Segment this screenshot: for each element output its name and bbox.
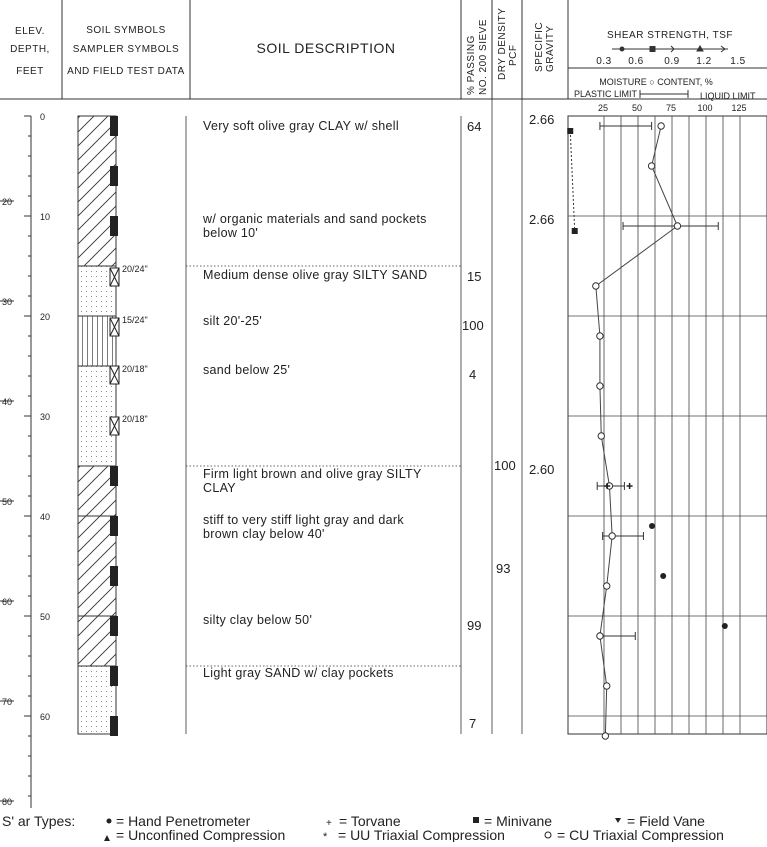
depth-label: 50 (40, 612, 51, 622)
header-elev-depth (10, 26, 50, 77)
depth-label: 20 (40, 312, 51, 322)
blow-count: 20/18" (122, 414, 148, 424)
plot-grid (568, 116, 767, 734)
elev-label: 40 (2, 397, 13, 407)
header-depth: DEPTH, (10, 44, 50, 55)
header-feet: FEET (16, 66, 44, 77)
lab-columns (492, 99, 522, 734)
moisture-point (604, 683, 610, 689)
moisture-point (674, 223, 680, 229)
legend-minivane: = Minivane (484, 813, 553, 829)
moisture-point (597, 383, 603, 389)
moisture-point (597, 633, 603, 639)
header-passing-2: NO. 200 SIEVE (478, 19, 489, 95)
moisture-points (593, 123, 681, 739)
description-line: w/ organic materials and sand pockets (203, 212, 427, 226)
elev-label: 20 (2, 197, 13, 207)
hand-penetrometer-icon (107, 819, 112, 824)
spt-sample-icon (110, 268, 119, 286)
description-line: brown clay below 40' (203, 527, 325, 541)
spt-sample-icon (110, 417, 119, 435)
header-specific-2: GRAVITY (545, 25, 556, 72)
shear-point-minivane (567, 128, 573, 134)
header-shear-strength: SHEAR STRENGTH, TSF (607, 30, 733, 41)
passing-value: 4 (469, 367, 477, 382)
shear-point-hand (722, 623, 728, 629)
shelby-tube-icon (110, 166, 118, 186)
passing-value: 15 (467, 269, 482, 284)
dry-density-value: 100 (494, 458, 516, 473)
header-soil-symbols-2: SAMPLER SYMBOLS (72, 44, 180, 55)
blow-count: 20/24" (122, 264, 148, 274)
shear-tick: 1.5 (730, 56, 746, 67)
minivane-icon (473, 817, 479, 823)
shear-point-hand (649, 523, 655, 529)
elev-label: 80 (2, 797, 13, 807)
legend-uu: = UU Triaxial Compression (338, 827, 505, 842)
shear-ticks (596, 56, 745, 67)
legend-prefix: S' ar Types: (2, 813, 76, 829)
passing-value: 100 (462, 318, 484, 333)
moisture-tick: 75 (665, 103, 677, 113)
description-line: Firm light brown and olive gray SILTY (203, 467, 422, 481)
legend-torvane: = Torvane (339, 813, 401, 829)
soil-clay (78, 116, 116, 266)
header-moisture: MOISTURE ○ CONTENT, % (599, 77, 713, 87)
header-dry-density-1: DRY DENSITY (497, 7, 508, 80)
moisture-tick: 100 (697, 103, 713, 113)
shear-tick: 0.6 (628, 56, 644, 67)
dry-density-value: 93 (496, 561, 511, 576)
header-soil-symbols-3: AND FIELD TEST DATA (67, 66, 185, 77)
moisture-point (597, 333, 603, 339)
description-line: CLAY (203, 481, 236, 495)
moisture-point (604, 583, 610, 589)
header-dry-density-2: PCF (508, 44, 519, 66)
specific-gravity-value: 2.60 (529, 462, 555, 477)
header-soil-symbols-1: SOIL SYMBOLS (86, 25, 166, 36)
header-liquid-limit: LIQUID LIMIT (700, 91, 756, 101)
dry-density-values (494, 458, 516, 576)
passing-values (462, 119, 484, 731)
shear-point-hand (660, 573, 666, 579)
shelby-tube-icon (110, 666, 118, 686)
passing-value: 99 (467, 618, 482, 633)
legend-unconfined: = Unconfined Compression (116, 827, 286, 842)
description-line: below 10' (203, 226, 259, 240)
moisture-profile-line (596, 126, 678, 736)
legend-cu: = CU Triaxial Compression (557, 827, 724, 842)
moisture-tick: 25 (597, 103, 609, 113)
moisture-point (658, 123, 664, 129)
depth-labels (40, 112, 50, 722)
moisture-point (648, 163, 654, 169)
header-elev: ELEV. (15, 26, 45, 37)
description-line: sand below 25' (203, 363, 291, 377)
moisture-ticks (598, 103, 747, 113)
blow-count: 15/24" (122, 315, 148, 325)
shear-point-minivane (572, 228, 578, 234)
depth-label: 10 (40, 212, 51, 222)
elev-label: 30 (2, 297, 13, 307)
torvane-icon: + (326, 818, 332, 829)
shelby-tube-icon (110, 716, 118, 736)
shear-tick: 0.3 (596, 56, 612, 67)
depth-label: 40 (40, 512, 51, 522)
specific-gravity-value: 2.66 (529, 212, 555, 227)
depth-label: 0 (40, 112, 46, 122)
depth-label: 30 (40, 412, 51, 422)
blow-counts (122, 264, 148, 424)
description-line: silty clay below 50' (203, 613, 313, 627)
elev-label: 70 (2, 697, 13, 707)
shelby-tube-icon (110, 216, 118, 236)
shear-symbol-line (612, 46, 728, 52)
soil-descriptions (202, 119, 427, 680)
moisture-point (609, 533, 615, 539)
description-line: Light gray SAND w/ clay pockets (203, 666, 394, 680)
cu-triaxial-icon (545, 832, 551, 838)
moisture-shear-plot (567, 116, 767, 739)
field-vane-icon (615, 818, 621, 823)
shelby-tube-icon (110, 616, 118, 636)
description-line: Medium dense olive gray SILTY SAND (203, 268, 428, 282)
shelby-tube-icon (110, 566, 118, 586)
passing-value: 7 (469, 716, 477, 731)
moisture-point (602, 733, 608, 739)
moisture-point (593, 283, 599, 289)
shelby-tube-icon (110, 466, 118, 486)
shear-points (567, 128, 728, 629)
shear-types-legend (2, 813, 724, 842)
shear-tick: 1.2 (696, 56, 712, 67)
moisture-point (598, 433, 604, 439)
blow-count: 20/18" (122, 364, 148, 374)
moisture-tick: 125 (731, 103, 747, 113)
uu-triaxial-icon: * (323, 831, 328, 842)
description-line: silt 20'-25' (203, 314, 263, 328)
shelby-tube-icon (110, 116, 118, 136)
header-soil-description: SOIL DESCRIPTION (256, 40, 396, 56)
header-soil-symbols (67, 25, 185, 77)
passing-value: 64 (467, 119, 482, 134)
description-line: Very soft olive gray CLAY w/ shell (203, 119, 399, 133)
description-line: stiff to very stiff light gray and dark (203, 513, 404, 527)
plot-frame (568, 116, 767, 734)
depth-label: 60 (40, 712, 51, 722)
specific-gravity-value: 2.66 (529, 112, 555, 127)
shear-point-torvane (627, 483, 633, 489)
elev-label: 50 (2, 497, 13, 507)
header-passing-1: % PASSING (466, 35, 477, 95)
elev-label: 60 (2, 597, 13, 607)
header-plastic-limit: PLASTIC LIMIT (574, 89, 638, 99)
shear-tick: 0.9 (664, 56, 680, 67)
spt-sample-icon (110, 366, 119, 384)
specific-gravity-values (529, 112, 554, 477)
atterberg-limits (597, 122, 718, 640)
spt-sample-icon (110, 318, 119, 336)
moisture-tick: 50 (631, 103, 643, 113)
elev-labels (2, 197, 12, 807)
legend-hand: = Hand Penetrometer (116, 813, 251, 829)
unconfined-icon (104, 835, 110, 841)
header-specific-1: SPECIFIC (534, 21, 545, 72)
legend-field-vane: = Field Vane (627, 813, 705, 829)
shelby-tube-icon (110, 516, 118, 536)
